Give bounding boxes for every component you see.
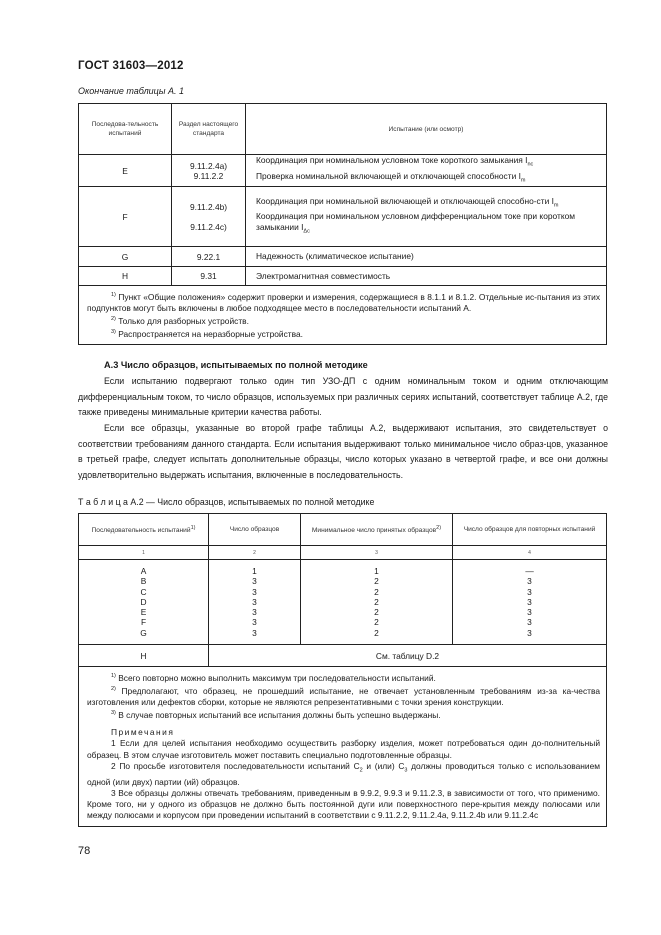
t1-sections: 9.31 (172, 267, 246, 286)
table-a2 (78, 513, 607, 827)
t1-sections: 9.11.2.4a) 9.11.2.2 (172, 155, 246, 187)
table-row (79, 187, 607, 247)
t2-h-seq: H (79, 645, 209, 667)
t1-tests: Координация при номинальной включающей и отключающей способно-сти $I_m$ Координация при номинальном условном дифференциальном токе при коротком замыкании $I_{\Delta c}$ (246, 187, 607, 247)
t1-seq: H (79, 267, 172, 286)
t1-sections: 9.22.1 (172, 247, 246, 267)
t2-index: 4 (453, 546, 607, 560)
section-title: А.3 Число образцов, испытываемых по полной методике (104, 360, 368, 370)
t1-header-section: Раздел настоящего стандарта (172, 104, 246, 155)
table2-caption: Т а б л и ц а А.2 — Число образцов, испытываемых по полной методике (78, 497, 375, 507)
table-row (79, 267, 607, 286)
t1-seq: E (79, 155, 172, 187)
table-row (79, 155, 607, 187)
document-header: ГОСТ 31603—2012 (78, 60, 184, 72)
note-1: 1 Если для целей испытания необходимо осуществить разборку изделия, может потребоваться один до-полнительный образец. В этом случае изготовитель может поставить специально подготовленные образцы. (87, 738, 600, 760)
t2-seq-column: A B C D E F G (79, 560, 209, 645)
t2-header-seq: Последовательность испытаний$^{1)}$ (79, 514, 209, 546)
notes-title: Примечания (111, 727, 175, 738)
t1-footnotes: $^{1)}$ Пункт «Общие положения» содержит проверки и измерения, содержащиеся в 8.1.1 и 8.1.2. Отдельные ис-пытания из этих подпунктов могут быть включены в любое подходящее место в последовательности испытаний А. $^{2)}$ Только для разборных устройств. $^{3)}$ Распространяется на неразборные устройства. (79, 286, 607, 344)
t1-header-seq: Последова-тельность испытаний (79, 104, 172, 155)
table-row (79, 560, 607, 645)
t2-header-rep: Число образцов для повторных испытаний (453, 514, 607, 546)
page-number: 78 (78, 845, 91, 857)
t1-seq: F (79, 187, 172, 247)
table-a1-end (78, 103, 607, 345)
table1-caption: Окончание таблицы А. 1 (78, 86, 184, 96)
t2-header-min: Минимальное число принятых образцов$^{2)}$ (301, 514, 453, 546)
t2-h-ref: См. таблицу D.2 (209, 645, 607, 667)
t1-tests: Электромагнитная совместимость (246, 267, 607, 286)
t2-index: 3 (301, 546, 453, 560)
t1-seq: G (79, 247, 172, 267)
table-row (79, 645, 607, 667)
t2-index: 1 (79, 546, 209, 560)
t1-sections: 9.11.2.4b) 9.11.2.4c) (172, 187, 246, 247)
t2-footnotes-notes: $^{1)}$ Всего повторно можно выполнить максимум три последовательности испытаний. $^{2)}$ Предполагают, что образец, не прошедший испытание, не отвечает установленным требованиям из-за ка-чества изготовления или дефектов сборки, которые не являются репрезентативными с точки зрения конструкции. $^{3)}$ В случае повторных испытаний все испытания должны быть успешно выдержаны. Примечания 1 Если для целей испытания необходимо осуществить разборку изделия, может потребоваться один до-полнительный образец. В этом случае изготовитель может поставить специально подготовленные образцы. 2 По просьбе изготовителя последовательности испытаний $C_2$ и (или) $C_3$ должны проводиться только с использованием одной (или двух) партии (ий) образцов. 3 Все образцы должны отвечать требованиям, приведенным в 9.9.2, 9.9.3 и 9.11.2.3, в зависимости от того, что применимо. Кроме того, ни у одного из образцов не должно быть постоянной дуги или поверхностного пере-крытия между полюсами или между полюсами и корпусом при проведении испытаний в соответствии с 9.11.2.2, 9.11.2.4a, 9.11.2.4b или 9.11.2.4c (79, 667, 607, 827)
note-2: 2 По просьбе изготовителя последовательности испытаний $C_2$ и (или) $C_3$ должны проводиться только с использованием одной (или двух) партии (ий) образцов. (87, 760, 600, 787)
t1-tests: Надежность (климатическое испытание) (246, 247, 607, 267)
table-row (79, 247, 607, 267)
t2-rep-column: — 3 3 3 3 3 3 (453, 560, 607, 645)
t2-num-column: 1 3 3 3 3 3 3 (209, 560, 301, 645)
paragraph-2: Если все образцы, указанные во второй графе таблицы А.2, выдерживают испытания, это свидетельствует о соответствии требованиям данного стандарта. Если испытания выдерживают только минимальное число образ-цов, указанное в третьей графе, следует испытать дополнительные образцы, число которых указано в четвертой графе, и все они должны удовлетворительно выдержать испытания, включенные в последовательность. (78, 423, 608, 480)
paragraph-1: Если испытанию подвергают только один тип УЗО-ДП с одним номинальным током и одним отключающим дифференциальным током, то число образцов, используемых при различных сериях испытаний, соответствует таблице А.2, где также приведены минимальные критерии качества работы. (78, 376, 608, 418)
t2-header-num: Число образцов (209, 514, 301, 546)
t1-tests: Координация при номинальном условном токе короткого замыкания $I_{nc}$ Проверка номинальной включающей и отключающей способности $I_m$ (246, 155, 607, 187)
note-3: 3 Все образцы должны отвечать требованиям, приведенным в 9.9.2, 9.9.3 и 9.11.2.3, в зависимости от того, что применимо. Кроме того, ни у одного из образцов не должно быть постоянной дуги или поверхностного пере-крытия между полюсами или между полюсами и корпусом при проведении испытаний в соответствии с 9.11.2.2, 9.11.2.4a, 9.11.2.4b или 9.11.2.4c (87, 787, 600, 821)
t2-min-column: 1 2 2 2 2 2 2 (301, 560, 453, 645)
t1-header-test: Испытание (или осмотр) (246, 104, 607, 155)
t2-index: 2 (209, 546, 301, 560)
